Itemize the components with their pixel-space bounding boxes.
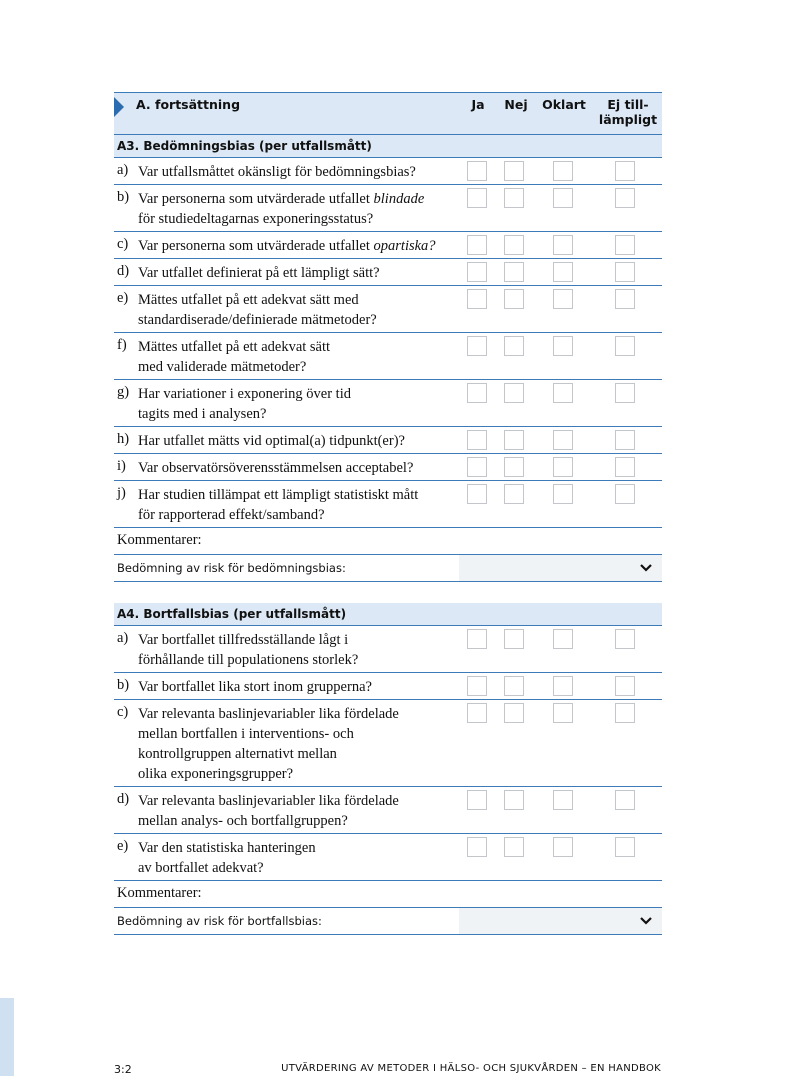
question-text: Var relevanta baslinjevariabler lika fördelade mellan analys- och bortfallgruppen? — [138, 793, 399, 829]
question-row — [114, 834, 662, 881]
table-header — [114, 92, 662, 135]
checkbox-nej[interactable] — [504, 790, 524, 810]
risk-assessment-row — [114, 555, 662, 582]
comments-row[interactable] — [114, 528, 662, 555]
checkbox-oklart[interactable] — [553, 161, 573, 181]
risk-assessment-dropdown[interactable] — [459, 908, 662, 934]
risk-assessment-label: Bedömning av risk för bedömningsbias: — [117, 561, 346, 575]
checkbox-oklart[interactable] — [553, 703, 573, 723]
checkbox-ja[interactable] — [467, 235, 487, 255]
checkbox-nej[interactable] — [504, 676, 524, 696]
checkbox-ja[interactable] — [467, 676, 487, 696]
question-text: Var utfallsmåttet okänsligt för bedömningsbias? — [138, 164, 416, 180]
question-row — [114, 333, 662, 380]
checkbox-nej[interactable] — [504, 188, 524, 208]
checkbox-oklart[interactable] — [553, 336, 573, 356]
checkbox-ej-tillampligt[interactable] — [615, 188, 635, 208]
question-row — [114, 259, 662, 286]
question-letter: g) — [117, 384, 130, 400]
col-ej-tillampligt: Ej till- lämpligt — [598, 97, 658, 127]
question-row — [114, 380, 662, 427]
col-oklart: Oklart — [542, 97, 586, 112]
checkbox-nej[interactable] — [504, 703, 524, 723]
checkbox-oklart[interactable] — [553, 484, 573, 504]
checkbox-oklart[interactable] — [553, 629, 573, 649]
checkbox-oklart[interactable] — [553, 430, 573, 450]
checkbox-ej-tillampligt[interactable] — [615, 383, 635, 403]
chevron-down-icon — [640, 916, 652, 926]
question-letter: i) — [117, 458, 126, 474]
sections-container — [114, 135, 662, 935]
checkbox-ja[interactable] — [467, 161, 487, 181]
checkbox-ja[interactable] — [467, 703, 487, 723]
question-text: Var bortfallet tillfredsställande lågt i förhållande till populationens storlek? — [138, 632, 359, 668]
question-letter: h) — [117, 431, 130, 447]
question-letter: e) — [117, 290, 129, 306]
question-letter: a) — [117, 162, 129, 178]
checkbox-ja[interactable] — [467, 289, 487, 309]
section-title: A3. Bedömningsbias (per utfallsmått) — [114, 135, 662, 158]
section-title: A4. Bortfallsbias (per utfallsmått) — [114, 603, 662, 626]
checkbox-nej[interactable] — [504, 430, 524, 450]
checkbox-nej[interactable] — [504, 837, 524, 857]
checkbox-ja[interactable] — [467, 484, 487, 504]
checkbox-ja[interactable] — [467, 336, 487, 356]
checkbox-ej-tillampligt[interactable] — [615, 703, 635, 723]
checkbox-oklart[interactable] — [553, 837, 573, 857]
question-letter: f) — [117, 337, 127, 353]
question-letter: d) — [117, 791, 130, 807]
checkbox-nej[interactable] — [504, 262, 524, 282]
checkbox-ja[interactable] — [467, 262, 487, 282]
checkbox-ej-tillampligt[interactable] — [615, 235, 635, 255]
footer-title: UTVÄRDERING AV METODER I HÄLSO- OCH SJUKVÅRDEN – EN HANDBOK — [281, 1063, 661, 1074]
question-text: Var observatörsöverensstämmelsen acceptabel? — [138, 460, 414, 476]
risk-assessment-row — [114, 908, 662, 935]
checkbox-ja[interactable] — [467, 837, 487, 857]
checkbox-oklart[interactable] — [553, 235, 573, 255]
checkbox-oklart[interactable] — [553, 262, 573, 282]
comments-row[interactable] — [114, 881, 662, 908]
checkbox-ja[interactable] — [467, 383, 487, 403]
comments-label: Kommentarer: — [117, 885, 202, 901]
question-text: Var relevanta baslinjevariabler lika fördelade mellan bortfallen i interventions- och kontrollgruppen alternativt mellan olika exponeringsgrupper? — [138, 706, 399, 782]
checkbox-nej[interactable] — [504, 161, 524, 181]
assessment-table — [114, 92, 662, 935]
checkbox-oklart[interactable] — [553, 383, 573, 403]
question-row — [114, 700, 662, 787]
checkbox-ja[interactable] — [467, 629, 487, 649]
checkbox-oklart[interactable] — [553, 289, 573, 309]
checkbox-ja[interactable] — [467, 430, 487, 450]
question-letter: b) — [117, 189, 130, 205]
question-text: Har utfallet mätts vid optimal(a) tidpunkt(er)? — [138, 433, 405, 449]
checkbox-ja[interactable] — [467, 457, 487, 477]
footer-page-number: 3:2 — [114, 1063, 132, 1076]
question-row — [114, 454, 662, 481]
checkbox-ej-tillampligt[interactable] — [615, 629, 635, 649]
checkbox-nej[interactable] — [504, 336, 524, 356]
checkbox-nej[interactable] — [504, 629, 524, 649]
question-letter: c) — [117, 704, 129, 720]
checkbox-ej-tillampligt[interactable] — [615, 336, 635, 356]
checkbox-ej-tillampligt[interactable] — [615, 484, 635, 504]
question-letter: c) — [117, 236, 129, 252]
question-text: Var personerna som utvärderade utfallet opartiska? — [138, 238, 436, 254]
question-letter: a) — [117, 630, 129, 646]
comments-label: Kommentarer: — [117, 532, 202, 548]
checkbox-nej[interactable] — [504, 484, 524, 504]
section-gap — [114, 582, 662, 603]
checkbox-ja[interactable] — [467, 188, 487, 208]
question-text: Mättes utfallet på ett adekvat sätt med validerade mätmetoder? — [138, 339, 331, 375]
checkbox-ej-tillampligt[interactable] — [615, 790, 635, 810]
checkbox-nej[interactable] — [504, 235, 524, 255]
question-letter: d) — [117, 263, 130, 279]
risk-assessment-label: Bedömning av risk för bortfallsbias: — [117, 914, 322, 928]
question-row — [114, 481, 662, 528]
sidebar-tab — [0, 998, 14, 1076]
checkbox-oklart[interactable] — [553, 790, 573, 810]
question-row — [114, 673, 662, 700]
checkbox-nej[interactable] — [504, 457, 524, 477]
question-letter: e) — [117, 838, 129, 854]
checkbox-ja[interactable] — [467, 790, 487, 810]
checkbox-ej-tillampligt[interactable] — [615, 262, 635, 282]
question-text: Har studien tillämpat ett lämpligt statistiskt mått för rapporterad effekt/samband? — [138, 487, 419, 523]
question-text: Var personerna som utvärderade utfallet blindade för studiedeltagarnas exponeringsstatus? — [138, 191, 425, 227]
question-row — [114, 158, 662, 185]
question-text: Var den statistiska hanteringen av bortfallet adekvat? — [138, 840, 316, 876]
question-row — [114, 232, 662, 259]
question-row — [114, 787, 662, 834]
checkbox-ej-tillampligt[interactable] — [615, 161, 635, 181]
checkbox-ej-tillampligt[interactable] — [615, 289, 635, 309]
checkbox-oklart[interactable] — [553, 188, 573, 208]
checkbox-ej-tillampligt[interactable] — [615, 837, 635, 857]
checkbox-nej[interactable] — [504, 289, 524, 309]
checkbox-ej-tillampligt[interactable] — [615, 457, 635, 477]
header-arrow-icon — [114, 97, 124, 117]
question-text: Var utfallet definierat på ett lämpligt sätt? — [138, 265, 380, 281]
checkbox-oklart[interactable] — [553, 457, 573, 477]
question-text: Har variationer i exponering över tid tagits med i analysen? — [138, 386, 351, 422]
checkbox-ej-tillampligt[interactable] — [615, 430, 635, 450]
question-text: Var bortfallet lika stort inom grupperna? — [138, 679, 372, 695]
question-letter: b) — [117, 677, 130, 693]
chevron-down-icon — [640, 563, 652, 573]
risk-assessment-dropdown[interactable] — [459, 555, 662, 581]
checkbox-ej-tillampligt[interactable] — [615, 676, 635, 696]
question-row — [114, 427, 662, 454]
question-row — [114, 626, 662, 673]
checkbox-nej[interactable] — [504, 383, 524, 403]
question-text: Mättes utfallet på ett adekvat sätt med standardiserade/definierade mätmetoder? — [138, 292, 377, 328]
question-letter: j) — [117, 485, 126, 501]
header-title: A. fortsättning — [136, 97, 241, 112]
checkbox-oklart[interactable] — [553, 676, 573, 696]
col-ja: Ja — [471, 97, 485, 112]
col-nej: Nej — [504, 97, 528, 112]
question-row — [114, 185, 662, 232]
question-row — [114, 286, 662, 333]
